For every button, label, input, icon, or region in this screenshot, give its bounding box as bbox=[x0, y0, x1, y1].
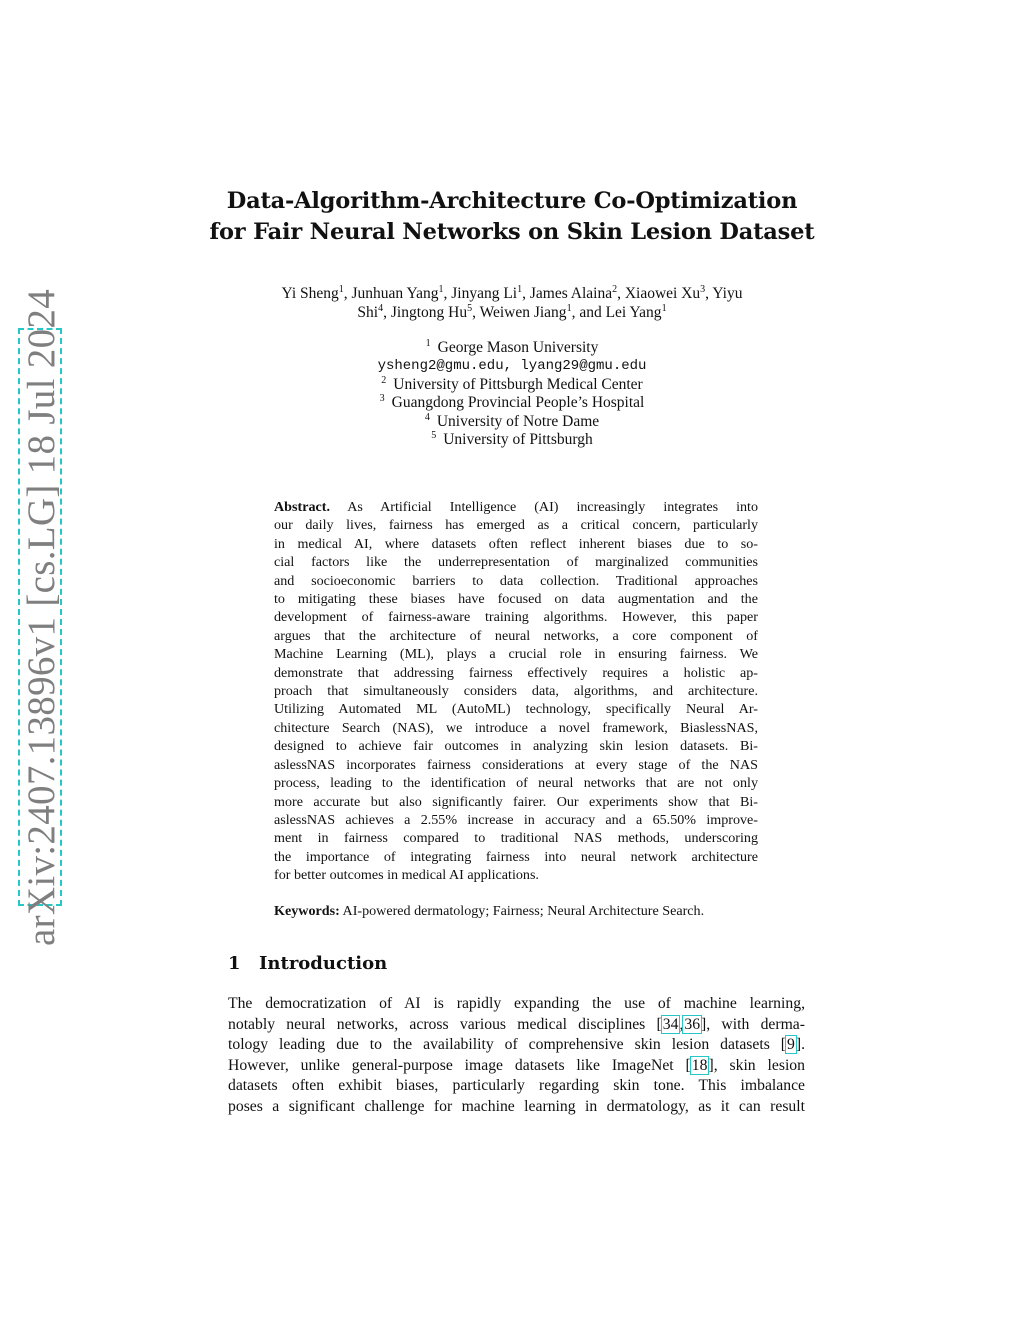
intro-text: ]. bbox=[795, 1036, 805, 1054]
intro-text: However, unlike general-purpose image datasets like ImageNet [ bbox=[228, 1056, 691, 1074]
affiliation-5 bbox=[250, 431, 774, 449]
abstract-line: Utilizing Automated ML (AutoML) technology, specifically Neural Ar- bbox=[274, 701, 758, 718]
author-affil-mark: 1 bbox=[438, 284, 444, 295]
author-affil-mark: 2 bbox=[612, 284, 618, 295]
abstract-line: proach that simultaneously considers data, algorithms, and architecture. bbox=[274, 683, 758, 700]
abstract-line: demonstrate that addressing fairness effectively requires a holistic ap- bbox=[274, 664, 758, 681]
affil-mark: 2 bbox=[381, 374, 387, 386]
author-separator: , bbox=[343, 285, 352, 302]
author-separator: , bbox=[522, 285, 530, 302]
author-name: Jingtong Hu bbox=[390, 304, 468, 321]
author-name: Junhuan Yang bbox=[351, 285, 439, 302]
abstract-line: argues that the architecture of neural networks, a core component of bbox=[274, 627, 758, 644]
paper-title bbox=[150, 186, 874, 248]
author-separator: , and bbox=[571, 304, 606, 321]
abstract-line: and socioeconomic barriers to data collection. Traditional approaches bbox=[274, 572, 758, 589]
author-separator: , bbox=[617, 285, 625, 302]
affil-name: George Mason University bbox=[437, 339, 599, 356]
affil-name: University of Notre Dame bbox=[436, 412, 600, 430]
intro-line: The democratization of AI is rapidly expanding the use of machine learning, bbox=[228, 995, 805, 1012]
title-line-2: for Fair Neural Networks on Skin Lesion Dataset bbox=[209, 219, 815, 245]
intro-line bbox=[228, 1015, 805, 1036]
author-separator: , bbox=[472, 304, 480, 321]
author-line-1 bbox=[200, 284, 824, 303]
author-affil-mark: 3 bbox=[700, 284, 706, 295]
abstract-line: cial factors like the underrepresentation of marginalized communities bbox=[274, 554, 758, 571]
abstract-line: aslessNAS incorporates fairness considerations at every stage of the NAS bbox=[274, 756, 758, 773]
author-separator: , bbox=[443, 285, 452, 302]
affil-mark: 3 bbox=[379, 393, 385, 405]
author-name: Jinyang Li bbox=[451, 285, 518, 302]
intro-line: poses a significant challenge for machine learning in dermatology, as it can result bbox=[228, 1097, 805, 1115]
abstract bbox=[274, 498, 758, 885]
abstract-line: process, leading to the identification of neural networks that are not only bbox=[274, 775, 758, 792]
abstract-line: chitecture Search (NAS), we introduce a novel framework, BiaslessNAS, bbox=[274, 719, 758, 736]
author-name: Weiwen Jiang bbox=[479, 304, 567, 321]
arxiv-identifier: arXiv:2407.13896v1 [cs.LG] 18 Jul 2024 bbox=[19, 288, 63, 946]
affiliation-3 bbox=[250, 394, 774, 412]
author-line-2 bbox=[200, 303, 824, 322]
abstract-line: for better outcomes in medical AI applications. bbox=[274, 867, 539, 884]
intro-text: tology leading due to the availability of comprehensive skin lesion datasets [ bbox=[228, 1036, 786, 1054]
citation-link[interactable]: 18 bbox=[691, 1056, 708, 1074]
abstract-line: development of fairness-aware training algorithms. However, this paper bbox=[274, 609, 758, 626]
author-affil-mark: 4 bbox=[378, 303, 384, 314]
affiliation-list bbox=[250, 339, 774, 449]
intro-line: datasets often exhibit biases, particularly regarding skin tone. This imbalance bbox=[228, 1077, 805, 1095]
intro-text: , bbox=[679, 1015, 684, 1033]
intro-text: ], skin lesion bbox=[708, 1056, 805, 1074]
author-affil-mark: 1 bbox=[338, 284, 344, 295]
abstract-text: As Artificial Intelligence (AI) increasingly integrates into bbox=[347, 499, 759, 515]
author-name: Lei Yang bbox=[605, 304, 662, 321]
author-affil-mark: 5 bbox=[467, 303, 473, 314]
intro-line bbox=[228, 1035, 805, 1056]
citation-link[interactable]: 34 bbox=[662, 1015, 679, 1033]
intro-paragraph bbox=[228, 994, 805, 1118]
abstract-line: to mitigating these biases have focused on data augmentation and the bbox=[274, 591, 758, 608]
author-name: Shi bbox=[357, 304, 379, 321]
author-affil-mark: 1 bbox=[661, 303, 667, 314]
intro-text: ], with derma- bbox=[701, 1015, 805, 1033]
affiliation-4 bbox=[250, 413, 774, 431]
keywords-text: AI-powered dermatology; Fairness; Neural Architecture Search. bbox=[342, 903, 705, 919]
author-name: James Alaina bbox=[529, 285, 613, 302]
author-name: Xiaowei Xu bbox=[624, 285, 701, 302]
affil-name: Guangdong Provincial People’s Hospital bbox=[391, 394, 645, 412]
author-affil-mark: 1 bbox=[566, 303, 572, 314]
affil-name: University of Pittsburgh Medical Center bbox=[393, 375, 643, 393]
abstract-line: in medical AI, where datasets often reflect inherent biases due to so- bbox=[274, 535, 758, 552]
abstract-line: our daily lives, fairness has emerged as a critical concern, particularly bbox=[274, 517, 758, 534]
citation-link[interactable]: 36 bbox=[684, 1015, 701, 1033]
citation-link[interactable]: 9 bbox=[787, 1036, 795, 1054]
author-separator: , bbox=[383, 304, 391, 321]
affil-name: University of Pittsburgh bbox=[443, 431, 593, 449]
section-number: 1 bbox=[228, 953, 241, 974]
section-heading bbox=[228, 952, 387, 976]
title-line-1: Data-Algorithm-Architecture Co-Optimization bbox=[226, 188, 798, 214]
abstract-line: aslessNAS achieves a 2.55% increase in accuracy and a 65.50% improve- bbox=[274, 811, 758, 828]
affil-mark: 5 bbox=[431, 430, 437, 442]
abstract-line bbox=[274, 498, 758, 516]
intro-text: notably neural networks, across various medical disciplines [ bbox=[228, 1015, 662, 1033]
contact-emails[interactable]: ysheng2@gmu.edu, lyang29@gmu.edu bbox=[377, 358, 647, 375]
arxiv-sidebar[interactable] bbox=[16, 288, 66, 946]
abstract-line: ment in fairness compared to traditional NAS methods, underscoring bbox=[274, 830, 758, 847]
abstract-line: more accurate but also significantly fairer. Our experiments show that Bi- bbox=[274, 793, 758, 810]
abstract-line: designed to achieve fair outcomes in analyzing skin lesion datasets. Bi- bbox=[274, 738, 758, 755]
section-title: Introduction bbox=[259, 953, 388, 974]
intro-line bbox=[228, 1056, 805, 1077]
keywords-label: Keywords: bbox=[274, 903, 340, 919]
affiliation-2 bbox=[250, 376, 774, 394]
abstract-line: Machine Learning (ML), plays a crucial role in ensuring fairness. We bbox=[274, 646, 758, 663]
author-list bbox=[200, 284, 824, 322]
author-affil-mark: 1 bbox=[517, 284, 523, 295]
author-name: Yi Sheng bbox=[281, 285, 339, 302]
affil-mark: 4 bbox=[424, 411, 430, 423]
affil-mark: 1 bbox=[425, 338, 431, 349]
abstract-label: Abstract. bbox=[274, 499, 330, 515]
keywords bbox=[274, 902, 794, 920]
affiliation-1 bbox=[250, 339, 774, 357]
abstract-line: the importance of integrating fairness into neural network architecture bbox=[274, 848, 758, 865]
author-separator: , Yiyu bbox=[705, 285, 743, 302]
